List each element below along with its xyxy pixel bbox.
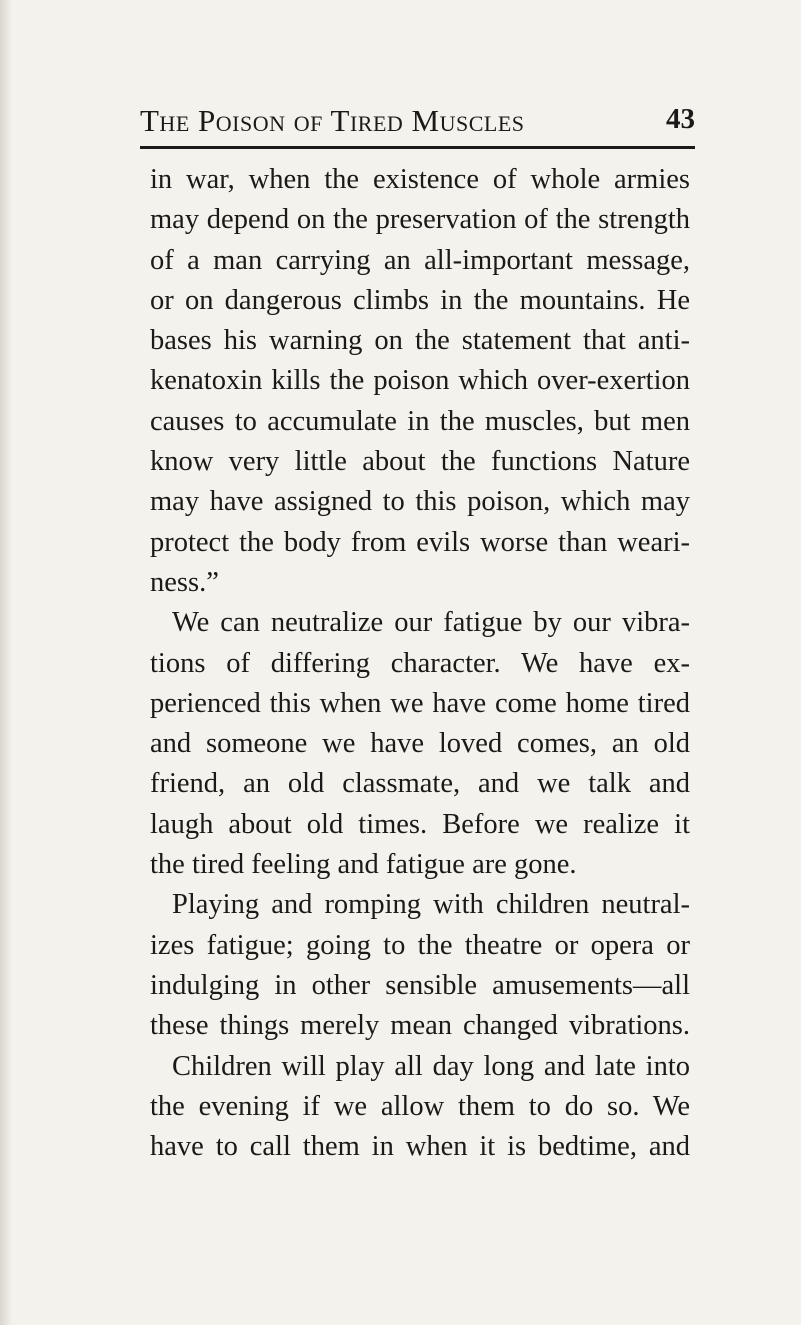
text-line: perienced this when we have come home tired	[150, 687, 690, 719]
text-line: Children will play all day long and late into	[172, 1050, 690, 1082]
text-line: indulging in other sensible amusements—all	[150, 969, 690, 1001]
text-line: the tired feeling and fatigue are gone.	[150, 849, 577, 881]
text-line: have to call them in when it is bedtime, and	[150, 1131, 690, 1163]
running-header	[140, 103, 695, 143]
text-line: know very little about the functions Nature	[150, 446, 690, 478]
text-line: tions of differing character. We have ex-	[150, 647, 690, 679]
text-line: and someone we have loved comes, an old	[150, 728, 690, 760]
text-line: may depend on the preservation of the strength	[150, 204, 690, 236]
page-spine-shadow	[0, 0, 12, 1325]
text-line: We can neutralize our fatigue by our vibra-	[172, 607, 690, 639]
header-rule	[140, 146, 695, 149]
text-line: in war, when the existence of whole armies	[150, 164, 690, 195]
text-line: the evening if we allow them to do so. We	[150, 1090, 690, 1122]
text-line: Playing and romping with children neutral-	[172, 889, 690, 921]
text-line: these things merely mean changed vibrations.	[150, 1010, 690, 1042]
text-line: kenatoxin kills the poison which over-exertion	[150, 365, 690, 397]
text-line: of a man carrying an all-important message,	[150, 244, 690, 276]
text-line: protect the body from evils worse than weari-	[150, 526, 690, 558]
text-line: or on dangerous climbs in the mountains. He	[150, 284, 690, 316]
text-line: ness.”	[150, 566, 219, 598]
text-line: laugh about old times. Before we realize it	[150, 808, 690, 840]
page-number: 43	[666, 103, 695, 135]
text-line: may have assigned to this poison, which may	[150, 486, 690, 518]
text-line: causes to accumulate in the muscles, but men	[150, 405, 690, 437]
running-title: The Poison of Tired Muscles	[140, 103, 525, 138]
body-text	[150, 160, 690, 1167]
text-line: bases his warning on the statement that anti-	[150, 325, 690, 357]
text-line: friend, an old classmate, and we talk and	[150, 768, 690, 800]
text-line: izes fatigue; going to the theatre or opera or	[150, 929, 690, 961]
